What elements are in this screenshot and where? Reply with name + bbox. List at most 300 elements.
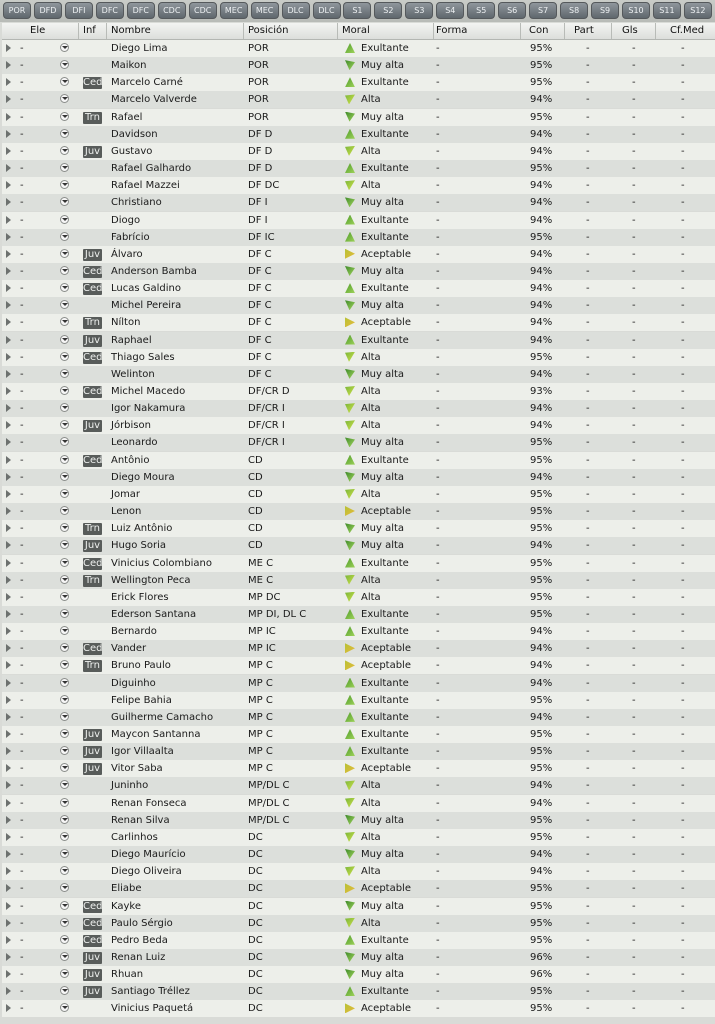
- dropdown-icon[interactable]: [60, 163, 69, 172]
- tab-mec-8[interactable]: MEC: [251, 2, 279, 19]
- col-ele-header[interactable]: Ele: [30, 25, 46, 36]
- column-divider[interactable]: [520, 23, 521, 39]
- expand-arrow-icon[interactable]: [6, 95, 11, 103]
- expand-arrow-icon[interactable]: [6, 781, 11, 789]
- expand-arrow-icon[interactable]: [6, 936, 11, 944]
- cell-nombre[interactable]: Vinicius Paquetá: [111, 1003, 194, 1015]
- table-row[interactable]: [2, 366, 715, 383]
- table-row[interactable]: [2, 486, 715, 503]
- cell-nombre[interactable]: Leonardo: [111, 437, 158, 449]
- expand-arrow-icon[interactable]: [6, 1004, 11, 1012]
- cell-nombre[interactable]: Antônio: [111, 454, 150, 466]
- cell-nombre[interactable]: Marcelo Valverde: [111, 94, 197, 106]
- dropdown-icon[interactable]: [60, 112, 69, 121]
- table-row[interactable]: [2, 692, 715, 709]
- tab-mec-7[interactable]: MEC: [220, 2, 248, 19]
- dropdown-icon[interactable]: [60, 523, 69, 532]
- table-row[interactable]: [2, 537, 715, 554]
- dropdown-icon[interactable]: [60, 763, 69, 772]
- cell-part: -: [586, 111, 590, 123]
- dropdown-icon[interactable]: [60, 283, 69, 292]
- table-row[interactable]: [2, 74, 715, 91]
- cell-posicion: ME C: [248, 557, 274, 569]
- expand-arrow-icon[interactable]: [6, 318, 11, 326]
- table-row[interactable]: [2, 91, 715, 108]
- table-row[interactable]: [2, 263, 715, 280]
- expand-arrow-icon[interactable]: [6, 730, 11, 738]
- table-row[interactable]: [2, 949, 715, 966]
- table-row[interactable]: [2, 452, 715, 469]
- expand-arrow-icon[interactable]: [6, 438, 11, 446]
- dropdown-icon[interactable]: [60, 94, 69, 103]
- cell-forma: -: [436, 900, 440, 912]
- cell-nombre[interactable]: Álvaro: [111, 248, 143, 260]
- table-row[interactable]: [2, 606, 715, 623]
- expand-arrow-icon[interactable]: [6, 919, 11, 927]
- tab-s8-18[interactable]: S8: [560, 2, 588, 19]
- cell-gls: -: [632, 420, 636, 432]
- cell-nombre[interactable]: Diguinho: [111, 677, 156, 689]
- dropdown-icon[interactable]: [60, 1003, 69, 1012]
- cell-nombre[interactable]: Marcelo Carné: [111, 77, 183, 89]
- expand-arrow-icon[interactable]: [6, 524, 11, 532]
- cell-nombre[interactable]: Christiano: [111, 197, 162, 209]
- expand-arrow-icon[interactable]: [6, 44, 11, 52]
- column-divider[interactable]: [655, 23, 656, 39]
- cell-nombre[interactable]: Igor Nakamura: [111, 403, 186, 415]
- cell-nombre[interactable]: Renan Silva: [111, 814, 170, 826]
- table-row[interactable]: [2, 932, 715, 949]
- table-row[interactable]: [2, 212, 715, 229]
- dropdown-icon[interactable]: [60, 746, 69, 755]
- expand-arrow-icon[interactable]: [6, 644, 11, 652]
- cell-gls: -: [632, 934, 636, 946]
- table-row[interactable]: [2, 589, 715, 606]
- table-row[interactable]: [2, 280, 715, 297]
- tab-s3-13[interactable]: S3: [405, 2, 433, 19]
- cell-nombre[interactable]: Rhuan: [111, 969, 144, 981]
- cell-nombre[interactable]: Diego Lima: [111, 43, 168, 54]
- dropdown-icon[interactable]: [60, 815, 69, 824]
- expand-arrow-icon[interactable]: [6, 267, 11, 275]
- tab-s7-17[interactable]: S7: [529, 2, 557, 19]
- cell-moral: Muy alta: [361, 849, 405, 861]
- column-divider[interactable]: [564, 23, 565, 39]
- dropdown-icon[interactable]: [60, 678, 69, 687]
- dropdown-icon[interactable]: [60, 472, 69, 481]
- cell-nombre[interactable]: Renan Fonseca: [111, 797, 187, 809]
- expand-arrow-icon[interactable]: [6, 61, 11, 69]
- table-row[interactable]: [2, 640, 715, 657]
- expand-arrow-icon[interactable]: [6, 799, 11, 807]
- dropdown-icon[interactable]: [60, 386, 69, 395]
- tab-s4-14[interactable]: S4: [436, 2, 464, 19]
- dropdown-icon[interactable]: [60, 901, 69, 910]
- table-row[interactable]: [2, 863, 715, 880]
- table-row[interactable]: [2, 760, 715, 777]
- cell-ele: -: [20, 403, 24, 415]
- tab-cdc-5[interactable]: CDC: [158, 2, 186, 19]
- expand-arrow-icon[interactable]: [6, 233, 11, 241]
- table-row[interactable]: [2, 332, 715, 349]
- table-row[interactable]: [2, 383, 715, 400]
- dropdown-icon[interactable]: [60, 420, 69, 429]
- expand-arrow-icon[interactable]: [6, 902, 11, 910]
- dropdown-icon[interactable]: [60, 935, 69, 944]
- cell-nombre[interactable]: Lenon: [111, 506, 142, 518]
- cell-ele: -: [20, 506, 24, 518]
- cell-nombre[interactable]: Eliabe: [111, 883, 142, 895]
- expand-arrow-icon[interactable]: [6, 336, 11, 344]
- expand-arrow-icon[interactable]: [6, 679, 11, 687]
- dropdown-icon[interactable]: [60, 832, 69, 841]
- cell-nombre[interactable]: Rafael: [111, 111, 143, 123]
- table-row[interactable]: [2, 469, 715, 486]
- cell-nombre[interactable]: Hugo Soria: [111, 540, 166, 552]
- cell-nombre[interactable]: Guilherme Camacho: [111, 711, 214, 723]
- dropdown-icon[interactable]: [60, 489, 69, 498]
- expand-arrow-icon[interactable]: [6, 764, 11, 772]
- expand-arrow-icon[interactable]: [6, 473, 11, 481]
- table-row[interactable]: [2, 983, 715, 1000]
- table-row[interactable]: [2, 709, 715, 726]
- dropdown-icon[interactable]: [60, 849, 69, 858]
- tab-dfi-2[interactable]: DFI: [65, 2, 93, 19]
- dropdown-icon[interactable]: [60, 215, 69, 224]
- cell-posicion: CD: [248, 454, 263, 466]
- dropdown-icon[interactable]: [60, 918, 69, 927]
- tab-por-0[interactable]: POR: [3, 2, 31, 19]
- cell-nombre[interactable]: Diogo: [111, 214, 141, 226]
- dropdown-icon[interactable]: [60, 369, 69, 378]
- cell-nombre[interactable]: Rafael Galhardo: [111, 163, 192, 175]
- col-cfmed-header[interactable]: Cf.Med: [670, 25, 705, 36]
- table-row[interactable]: [2, 555, 715, 572]
- expand-arrow-icon[interactable]: [6, 970, 11, 978]
- cell-ele: -: [20, 145, 24, 157]
- dropdown-icon[interactable]: [60, 317, 69, 326]
- morale-icon: [345, 935, 355, 945]
- dropdown-icon[interactable]: [60, 798, 69, 807]
- col-nombre-header[interactable]: Nombre: [111, 25, 151, 36]
- cell-ele: -: [20, 608, 24, 620]
- tab-s6-16[interactable]: S6: [498, 2, 526, 19]
- table-row[interactable]: [2, 503, 715, 520]
- table-row[interactable]: [2, 795, 715, 812]
- expand-arrow-icon[interactable]: [6, 387, 11, 395]
- dropdown-icon[interactable]: [60, 883, 69, 892]
- cell-nombre[interactable]: Nílton: [111, 317, 141, 329]
- cell-con: 95%: [530, 60, 553, 72]
- dropdown-icon[interactable]: [60, 626, 69, 635]
- dropdown-icon[interactable]: [60, 592, 69, 601]
- col-moral-header[interactable]: Moral: [342, 25, 370, 36]
- cell-nombre[interactable]: Vander: [111, 643, 147, 655]
- cell-nombre[interactable]: Davidson: [111, 128, 158, 140]
- dropdown-icon[interactable]: [60, 352, 69, 361]
- table-row[interactable]: [2, 40, 715, 57]
- expand-arrow-icon[interactable]: [6, 593, 11, 601]
- dropdown-icon[interactable]: [60, 266, 69, 275]
- col-gls-header[interactable]: Gls: [622, 25, 638, 36]
- table-row[interactable]: [2, 880, 715, 897]
- dropdown-icon[interactable]: [60, 180, 69, 189]
- expand-arrow-icon[interactable]: [6, 216, 11, 224]
- expand-arrow-icon[interactable]: [6, 884, 11, 892]
- cell-nombre[interactable]: Maikon: [111, 60, 147, 72]
- expand-arrow-icon[interactable]: [6, 164, 11, 172]
- dropdown-icon[interactable]: [60, 952, 69, 961]
- cell-nombre[interactable]: Diego Oliveira: [111, 866, 182, 878]
- col-forma-header[interactable]: Forma: [436, 25, 468, 36]
- col-con-header[interactable]: Con: [529, 25, 549, 36]
- expand-arrow-icon[interactable]: [6, 541, 11, 549]
- expand-arrow-icon[interactable]: [6, 198, 11, 206]
- dropdown-icon[interactable]: [60, 506, 69, 515]
- dropdown-icon[interactable]: [60, 729, 69, 738]
- table-row[interactable]: [2, 572, 715, 589]
- cell-nombre[interactable]: Santiago Tréllez: [111, 986, 190, 998]
- table-row[interactable]: [2, 109, 715, 126]
- dropdown-icon[interactable]: [60, 129, 69, 138]
- expand-arrow-icon[interactable]: [6, 559, 11, 567]
- col-part-header[interactable]: Part: [574, 25, 594, 36]
- cell-nombre[interactable]: Carlinhos: [111, 831, 158, 843]
- tab-dfd-1[interactable]: DFD: [34, 2, 62, 19]
- expand-arrow-icon[interactable]: [6, 181, 11, 189]
- cell-gls: -: [632, 694, 636, 706]
- cell-gls: -: [632, 969, 636, 981]
- cell-nombre[interactable]: Raphael: [111, 334, 152, 346]
- dropdown-icon[interactable]: [60, 695, 69, 704]
- dropdown-icon[interactable]: [60, 403, 69, 412]
- cell-posicion: DF C: [248, 351, 272, 363]
- cell-nombre[interactable]: Erick Flores: [111, 591, 169, 603]
- expand-arrow-icon[interactable]: [6, 130, 11, 138]
- dropdown-icon[interactable]: [60, 455, 69, 464]
- expand-arrow-icon[interactable]: [6, 987, 11, 995]
- dropdown-icon[interactable]: [60, 77, 69, 86]
- cell-nombre[interactable]: Jórbison: [111, 420, 151, 432]
- expand-arrow-icon[interactable]: [6, 747, 11, 755]
- table-row[interactable]: [2, 520, 715, 537]
- cell-nombre[interactable]: Paulo Sérgio: [111, 917, 173, 929]
- cell-nombre[interactable]: Juninho: [111, 780, 149, 792]
- dropdown-icon[interactable]: [60, 540, 69, 549]
- cell-posicion: DC: [248, 849, 263, 861]
- table-row[interactable]: [2, 160, 715, 177]
- cell-nombre[interactable]: Diego Moura: [111, 471, 175, 483]
- cell-moral: Aceptable: [361, 506, 411, 518]
- dropdown-icon[interactable]: [60, 232, 69, 241]
- table-row[interactable]: [2, 417, 715, 434]
- expand-arrow-icon[interactable]: [6, 953, 11, 961]
- expand-arrow-icon[interactable]: [6, 661, 11, 669]
- expand-arrow-icon[interactable]: [6, 250, 11, 258]
- tab-s11-21[interactable]: S11: [653, 2, 681, 19]
- cell-nombre[interactable]: Luiz Antônio: [111, 523, 173, 535]
- cell-nombre[interactable]: Anderson Bamba: [111, 265, 197, 277]
- tab-s10-20[interactable]: S10: [622, 2, 650, 19]
- cell-nombre[interactable]: Felipe Bahia: [111, 694, 172, 706]
- expand-arrow-icon[interactable]: [6, 696, 11, 704]
- dropdown-icon[interactable]: [60, 643, 69, 652]
- table-row[interactable]: [2, 915, 715, 932]
- cell-moral: Alta: [361, 797, 381, 809]
- col-inf-header[interactable]: Inf: [83, 25, 96, 36]
- dropdown-icon[interactable]: [60, 609, 69, 618]
- table-row[interactable]: [2, 194, 715, 211]
- expand-arrow-icon[interactable]: [6, 576, 11, 584]
- expand-arrow-icon[interactable]: [6, 353, 11, 361]
- table-row[interactable]: [2, 1000, 715, 1017]
- tab-dlc-9[interactable]: DLC: [282, 2, 310, 19]
- cell-nombre[interactable]: Maycon Santanna: [111, 729, 201, 740]
- expand-arrow-icon[interactable]: [6, 490, 11, 498]
- table-row[interactable]: [2, 898, 715, 915]
- table-row[interactable]: [2, 246, 715, 263]
- cell-nombre[interactable]: Kayke: [111, 900, 142, 912]
- expand-arrow-icon[interactable]: [6, 301, 11, 309]
- expand-arrow-icon[interactable]: [6, 816, 11, 824]
- cell-nombre[interactable]: Igor Villaalta: [111, 746, 174, 758]
- tab-dfc-3[interactable]: DFC: [96, 2, 124, 19]
- expand-arrow-icon[interactable]: [6, 850, 11, 858]
- cell-nombre[interactable]: Vitor Saba: [111, 763, 163, 775]
- expand-arrow-icon[interactable]: [6, 833, 11, 841]
- table-row[interactable]: [2, 829, 715, 846]
- tab-cdc-6[interactable]: CDC: [189, 2, 217, 19]
- cell-nombre[interactable]: Vinicius Colombiano: [111, 557, 212, 569]
- dropdown-icon[interactable]: [60, 197, 69, 206]
- cell-cfmed: -: [681, 60, 685, 72]
- dropdown-icon[interactable]: [60, 969, 69, 978]
- cell-nombre[interactable]: Michel Macedo: [111, 386, 186, 397]
- expand-arrow-icon[interactable]: [6, 456, 11, 464]
- dropdown-icon[interactable]: [60, 866, 69, 875]
- expand-arrow-icon[interactable]: [6, 147, 11, 155]
- tab-s2-12[interactable]: S2: [374, 2, 402, 19]
- table-row[interactable]: [2, 57, 715, 74]
- table-row[interactable]: [2, 126, 715, 143]
- dropdown-icon[interactable]: [60, 437, 69, 446]
- cell-nombre[interactable]: Thiago Sales: [111, 351, 175, 363]
- table-header: [2, 23, 715, 40]
- table-row[interactable]: [2, 623, 715, 640]
- expand-arrow-icon[interactable]: [6, 867, 11, 875]
- dropdown-icon[interactable]: [60, 60, 69, 69]
- expand-arrow-icon[interactable]: [6, 78, 11, 86]
- tab-s5-15[interactable]: S5: [467, 2, 495, 19]
- cell-moral: Alta: [361, 94, 381, 106]
- expand-arrow-icon[interactable]: [6, 284, 11, 292]
- dropdown-icon[interactable]: [60, 558, 69, 567]
- table-row[interactable]: [2, 400, 715, 417]
- cell-nombre[interactable]: Jomar: [111, 488, 141, 500]
- dropdown-icon[interactable]: [60, 43, 69, 52]
- cell-nombre[interactable]: Rafael Mazzei: [111, 180, 180, 192]
- expand-arrow-icon[interactable]: [6, 113, 11, 121]
- tab-s1-11[interactable]: S1: [343, 2, 371, 19]
- column-divider[interactable]: [433, 23, 434, 39]
- cell-nombre[interactable]: Bruno Paulo: [111, 660, 171, 672]
- table-row[interactable]: [2, 349, 715, 366]
- table-row[interactable]: [2, 434, 715, 451]
- cell-nombre[interactable]: Bernardo: [111, 626, 157, 638]
- col-posicion-header[interactable]: Posición: [248, 25, 289, 36]
- tab-s12-22[interactable]: S12: [684, 2, 712, 19]
- cell-ele: -: [20, 43, 24, 54]
- cell-nombre[interactable]: Ederson Santana: [111, 608, 197, 620]
- dropdown-icon[interactable]: [60, 660, 69, 669]
- dropdown-icon[interactable]: [60, 335, 69, 344]
- dropdown-icon[interactable]: [60, 146, 69, 155]
- cell-nombre[interactable]: Gustavo: [111, 145, 153, 157]
- dropdown-icon[interactable]: [60, 986, 69, 995]
- table-row[interactable]: [2, 726, 715, 743]
- table-row[interactable]: [2, 143, 715, 160]
- expand-arrow-icon[interactable]: [6, 713, 11, 721]
- expand-arrow-icon[interactable]: [6, 507, 11, 515]
- tab-dfc-4[interactable]: DFC: [127, 2, 155, 19]
- column-divider[interactable]: [243, 23, 244, 39]
- dropdown-icon[interactable]: [60, 575, 69, 584]
- cell-nombre[interactable]: Renan Luiz: [111, 951, 166, 963]
- column-divider[interactable]: [611, 23, 612, 39]
- dropdown-icon[interactable]: [60, 780, 69, 789]
- tab-dlc-10[interactable]: DLC: [313, 2, 341, 19]
- cell-nombre[interactable]: Pedro Beda: [111, 934, 168, 946]
- dropdown-icon[interactable]: [60, 249, 69, 258]
- morale-icon: [345, 43, 355, 53]
- table-row[interactable]: [2, 314, 715, 331]
- expand-arrow-icon[interactable]: [6, 421, 11, 429]
- cell-nombre[interactable]: Welinton: [111, 368, 155, 380]
- column-divider[interactable]: [106, 23, 107, 39]
- dropdown-icon[interactable]: [60, 712, 69, 721]
- cell-nombre[interactable]: Wellington Peca: [111, 574, 191, 586]
- dropdown-icon[interactable]: [60, 300, 69, 309]
- cell-posicion: DF C: [248, 265, 272, 277]
- table-row[interactable]: [2, 229, 715, 246]
- table-row[interactable]: [2, 966, 715, 983]
- expand-arrow-icon[interactable]: [6, 370, 11, 378]
- expand-arrow-icon[interactable]: [6, 610, 11, 618]
- table-row[interactable]: [2, 777, 715, 794]
- cell-gls: -: [632, 574, 636, 586]
- column-divider[interactable]: [78, 23, 79, 39]
- column-divider[interactable]: [337, 23, 338, 39]
- expand-arrow-icon[interactable]: [6, 404, 11, 412]
- cell-cfmed: -: [681, 951, 685, 963]
- expand-arrow-icon[interactable]: [6, 627, 11, 635]
- table-row[interactable]: [2, 675, 715, 692]
- table-row[interactable]: [2, 812, 715, 829]
- cell-nombre[interactable]: Fabrício: [111, 231, 150, 243]
- cell-cfmed: -: [681, 163, 685, 175]
- table-row[interactable]: [2, 743, 715, 760]
- cell-nombre[interactable]: Diego Maurício: [111, 849, 186, 861]
- table-row[interactable]: [2, 177, 715, 194]
- table-row[interactable]: [2, 657, 715, 674]
- cell-nombre[interactable]: Michel Pereira: [111, 300, 182, 312]
- cell-nombre[interactable]: Lucas Galdino: [111, 283, 181, 295]
- cell-moral: Exultante: [361, 557, 409, 569]
- tab-s9-19[interactable]: S9: [591, 2, 619, 19]
- morale-icon: [345, 660, 355, 670]
- table-row[interactable]: [2, 297, 715, 314]
- table-row[interactable]: [2, 846, 715, 863]
